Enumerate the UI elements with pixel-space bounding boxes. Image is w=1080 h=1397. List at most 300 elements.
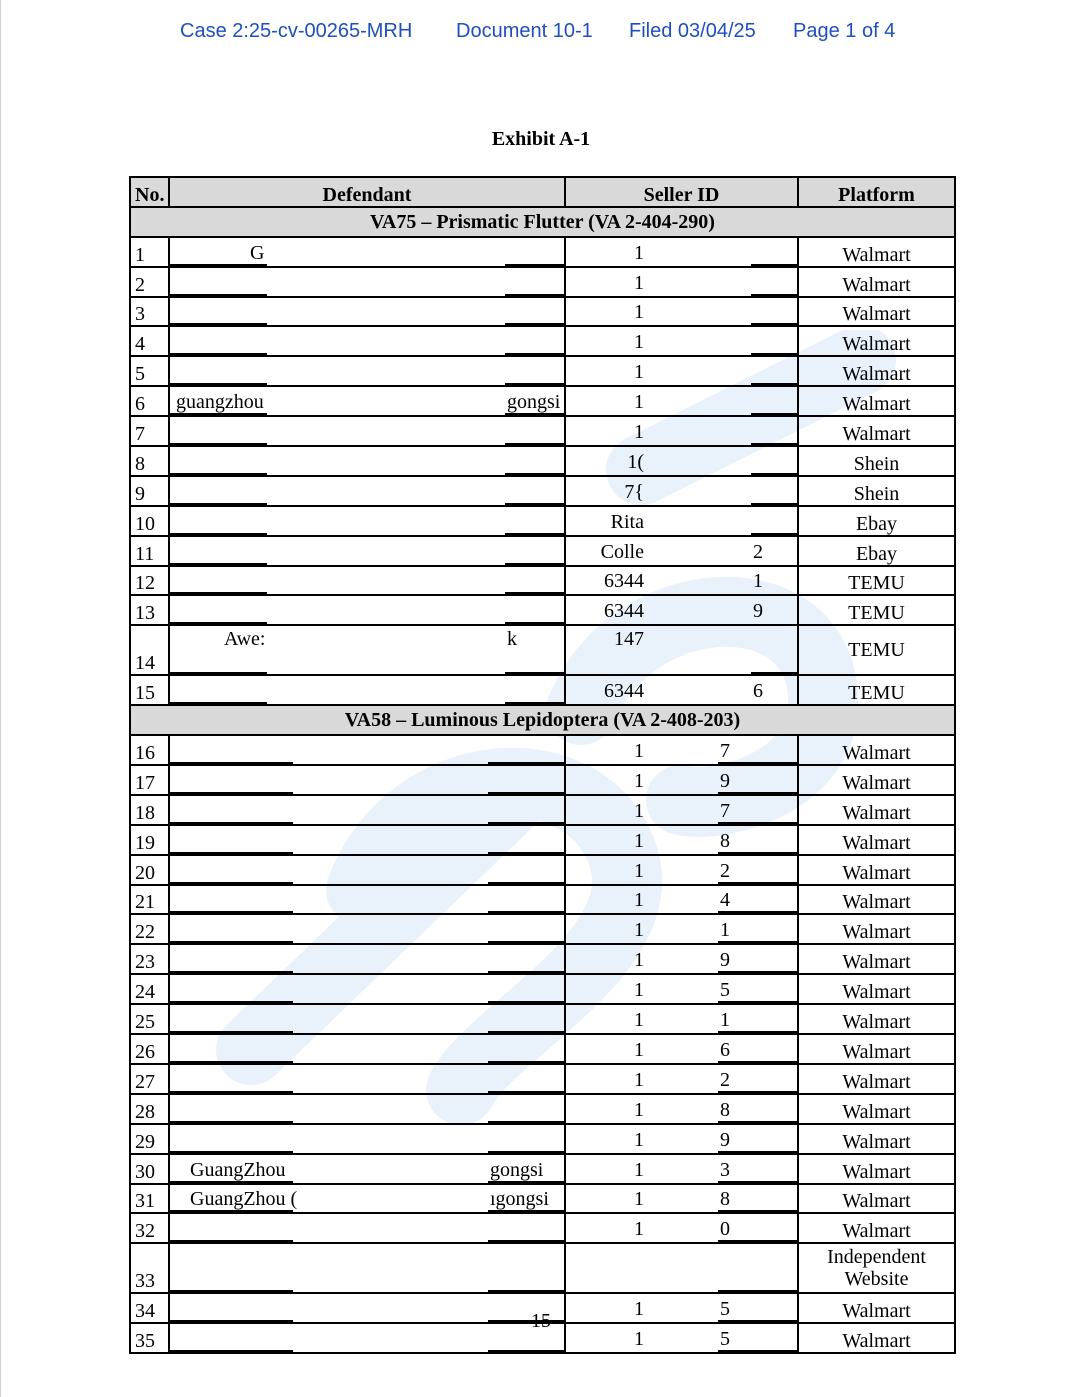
redaction-underline-left (170, 264, 267, 266)
row-number: 33 (130, 1243, 169, 1293)
seller-id-fragment-left: 1 (634, 949, 644, 972)
section-header-row (130, 705, 955, 735)
table-row (130, 1124, 955, 1154)
defendant-cell (169, 974, 565, 1004)
platform-cell: Ebay (798, 536, 955, 566)
redaction-underline-right (718, 1031, 797, 1033)
table-row (130, 825, 955, 855)
seller-id-cell (565, 566, 798, 596)
seller-id-cell (565, 386, 798, 416)
seller-id-fragment-right: 4 (720, 889, 730, 912)
defendant-cell (169, 595, 565, 625)
row-number: 27 (130, 1064, 169, 1094)
section-header-row (130, 207, 955, 237)
row-number: 20 (130, 855, 169, 885)
redaction-underline-left (170, 443, 267, 445)
defendant-cell (169, 914, 565, 944)
platform-cell: Walmart (798, 326, 955, 356)
case-number: Case 2:25-cv-00265-MRH (180, 20, 413, 42)
seller-id-fragment-left: 1 (634, 271, 644, 294)
redaction-underline-right (751, 473, 797, 475)
platform-cell: Walmart (798, 1004, 955, 1034)
redaction-underline-right (718, 1091, 797, 1093)
defendant-cell (169, 536, 565, 566)
platform-cell: Walmart (798, 1154, 955, 1184)
row-number: 30 (130, 1154, 169, 1184)
redaction-underline-left (170, 971, 293, 973)
seller-id-fragment-right: 5 (720, 1298, 730, 1321)
redaction-underline-right (488, 822, 564, 824)
seller-id-cell (565, 356, 798, 386)
row-number: 18 (130, 795, 169, 825)
redaction-underline-right (505, 592, 564, 594)
table-row (130, 297, 955, 327)
seller-id-fragment-left: 1 (634, 1218, 644, 1241)
section-label: VA75 – Prismatic Flutter (VA 2-404-290) (130, 207, 955, 237)
redaction-underline-right (718, 941, 797, 943)
row-number: 32 (130, 1213, 169, 1243)
redaction-underline-right (505, 294, 564, 296)
redaction-underline-right (505, 264, 564, 266)
redaction-underline-right (751, 353, 797, 355)
row-number: 9 (130, 476, 169, 506)
seller-id-fragment-left: 1 (634, 979, 644, 1002)
row-number: 26 (130, 1034, 169, 1064)
defendant-cell (169, 795, 565, 825)
redaction-underline-left (170, 1240, 293, 1242)
seller-id-cell (565, 825, 798, 855)
redaction-underline-right (718, 1151, 797, 1153)
table-row (130, 1213, 955, 1243)
redaction-underline-right (488, 1350, 564, 1352)
redaction-underline-right (751, 294, 797, 296)
defendant-cell (169, 885, 565, 915)
row-number: 28 (130, 1094, 169, 1124)
seller-id-cell (565, 446, 798, 476)
platform-cell: Walmart (798, 1124, 955, 1154)
redaction-underline-left (170, 1091, 293, 1093)
redaction-underline-right (751, 264, 797, 266)
seller-id-cell (565, 267, 798, 297)
platform-cell: Walmart (798, 1213, 955, 1243)
row-number: 24 (130, 974, 169, 1004)
redaction-underline-right (718, 1210, 797, 1212)
seller-id-cell (565, 1004, 798, 1034)
page-indicator: Page 1 of 4 (793, 20, 896, 42)
redaction-underline-right (718, 1121, 797, 1123)
table-row (130, 765, 955, 795)
seller-id-cell (565, 416, 798, 446)
column-header-seller-id: Seller ID (565, 177, 798, 207)
row-number: 1 (130, 237, 169, 267)
seller-id-fragment-right: 5 (720, 979, 730, 1002)
redaction-underline-right (488, 1061, 564, 1063)
seller-id-fragment-left: 1 (634, 1128, 644, 1151)
row-number: 15 (130, 675, 169, 705)
defendant-cell (169, 267, 565, 297)
seller-id-fragment-left: 1 (634, 1188, 644, 1211)
redaction-underline-right (505, 672, 564, 674)
document-number: Document 10-1 (456, 20, 593, 42)
redaction-underline-right (488, 1151, 564, 1153)
redaction-underline-left (170, 1350, 293, 1352)
defendant-cell (169, 675, 565, 705)
redaction-underline-left (170, 792, 293, 794)
redaction-underline-left (170, 672, 267, 674)
redaction-underline-right (488, 911, 564, 913)
seller-id-cell (565, 1064, 798, 1094)
seller-id-cell (565, 476, 798, 506)
table-row (130, 1034, 955, 1064)
seller-id-cell (565, 1094, 798, 1124)
redaction-underline-right (488, 1290, 564, 1292)
platform-cell: Walmart (798, 1064, 955, 1094)
defendant-name-fragment-left: guangzhou (176, 391, 264, 414)
table-header-row (130, 177, 955, 207)
redaction-underline-left (170, 323, 267, 325)
seller-id-fragment-right: 1 (720, 919, 730, 942)
redaction-underline-left (170, 622, 267, 624)
defendant-cell (169, 326, 565, 356)
row-number: 14 (130, 625, 169, 675)
redaction-underline-left (170, 503, 267, 505)
redaction-underline-right (505, 622, 564, 624)
platform-cell: Shein (798, 476, 955, 506)
page-number: 15 (531, 1310, 551, 1332)
seller-id-fragment-left: 1 (634, 241, 644, 264)
redaction-underline-right (751, 323, 797, 325)
table-row (130, 1243, 955, 1293)
table-row (130, 885, 955, 915)
platform-cell: Walmart (798, 237, 955, 267)
platform-cell: Walmart (798, 1034, 955, 1064)
seller-id-fragment-left: 6344 (604, 600, 644, 623)
platform-cell: TEMU (798, 625, 955, 675)
seller-id-fragment-left: 1 (634, 361, 644, 384)
defendant-cell (169, 765, 565, 795)
seller-id-cell (565, 944, 798, 974)
seller-id-cell (565, 675, 798, 705)
seller-id-fragment-right: 6 (753, 680, 763, 703)
row-number: 8 (130, 446, 169, 476)
seller-id-cell (565, 297, 798, 327)
seller-id-cell (565, 1124, 798, 1154)
seller-id-fragment-right: 1 (753, 570, 763, 593)
table-row (130, 675, 955, 705)
redaction-underline-right (488, 971, 564, 973)
seller-id-fragment-right: 9 (720, 949, 730, 972)
seller-id-cell (565, 1184, 798, 1214)
defendant-cell (169, 446, 565, 476)
row-number: 6 (130, 386, 169, 416)
seller-id-cell (565, 885, 798, 915)
seller-id-fragment-left: 1 (634, 391, 644, 414)
table-row (130, 416, 955, 446)
redaction-underline-right (488, 1181, 564, 1183)
redaction-underline-left (170, 822, 293, 824)
platform-cell: Walmart (798, 944, 955, 974)
row-number: 10 (130, 506, 169, 536)
table-body (130, 207, 955, 1353)
table-row (130, 356, 955, 386)
platform-cell: Independent Website (798, 1243, 955, 1293)
row-number: 5 (130, 356, 169, 386)
redaction-underline-left (170, 353, 267, 355)
table-row (130, 536, 955, 566)
seller-id-fragment-right: 2 (720, 859, 730, 882)
seller-id-fragment-right: 7 (720, 799, 730, 822)
defendant-cell (169, 1004, 565, 1034)
seller-id-cell (565, 237, 798, 267)
table-row (130, 914, 955, 944)
redaction-underline-right (718, 1240, 797, 1242)
row-number: 17 (130, 765, 169, 795)
platform-cell: Walmart (798, 914, 955, 944)
seller-id-cell (565, 1154, 798, 1184)
defendants-table (129, 176, 956, 1354)
seller-id-cell (565, 1243, 798, 1293)
table-row (130, 855, 955, 885)
seller-id-fragment-left: 6344 (604, 680, 644, 703)
redaction-underline-left (170, 882, 293, 884)
platform-cell: Walmart (798, 765, 955, 795)
platform-cell: Walmart (798, 1323, 955, 1353)
redaction-underline-right (488, 1001, 564, 1003)
redaction-underline-right (488, 852, 564, 854)
redaction-underline-left (170, 563, 267, 565)
defendant-name-fragment-left: GuangZhou ( (190, 1188, 298, 1211)
seller-id-fragment-left: 1 (634, 1328, 644, 1351)
row-number: 4 (130, 326, 169, 356)
table-row (130, 974, 955, 1004)
redaction-underline-left (170, 1031, 293, 1033)
redaction-underline-left (170, 294, 267, 296)
platform-cell: Walmart (798, 795, 955, 825)
table-row (130, 566, 955, 596)
row-number: 12 (130, 566, 169, 596)
platform-cell: Walmart (798, 356, 955, 386)
redaction-underline-right (751, 443, 797, 445)
defendant-cell (169, 506, 565, 536)
seller-id-cell (565, 1213, 798, 1243)
seller-id-cell (565, 765, 798, 795)
defendant-cell (169, 1243, 565, 1293)
seller-id-cell (565, 855, 798, 885)
seller-id-fragment-right: 2 (753, 540, 763, 563)
row-number: 34 (130, 1293, 169, 1323)
defendant-cell (169, 944, 565, 974)
defendant-name-fragment-right: k (507, 628, 517, 651)
platform-cell: TEMU (798, 675, 955, 705)
seller-id-fragment-right: 7 (720, 740, 730, 763)
table-row (130, 476, 955, 506)
platform-cell: Walmart (798, 855, 955, 885)
table-row (130, 1094, 955, 1124)
redaction-underline-right (505, 702, 564, 704)
redaction-underline-left (170, 1151, 293, 1153)
redaction-underline-right (751, 503, 797, 505)
seller-id-fragment-left: Colle (600, 540, 644, 563)
redaction-underline-right (718, 1181, 797, 1183)
seller-id-cell (565, 506, 798, 536)
redaction-underline-right (488, 1240, 564, 1242)
seller-id-cell (565, 1034, 798, 1064)
platform-cell: Walmart (798, 267, 955, 297)
seller-id-cell (565, 326, 798, 356)
seller-id-fragment-right: 3 (720, 1158, 730, 1181)
seller-id-cell (565, 974, 798, 1004)
redaction-underline-right (505, 443, 564, 445)
seller-id-fragment-left: 1 (634, 769, 644, 792)
redaction-underline-left (170, 592, 267, 594)
row-number: 16 (130, 735, 169, 765)
redaction-underline-right (488, 1210, 564, 1212)
row-number: 23 (130, 944, 169, 974)
seller-id-fragment-right: 9 (720, 769, 730, 792)
defendant-cell (169, 1034, 565, 1064)
redaction-underline-left (170, 473, 267, 475)
seller-id-fragment-right: 9 (720, 1128, 730, 1151)
table-row (130, 237, 955, 267)
redaction-underline-right (488, 1091, 564, 1093)
redaction-underline-right (505, 503, 564, 505)
table-row (130, 1154, 955, 1184)
table-row (130, 795, 955, 825)
redaction-underline-left (170, 413, 267, 415)
redaction-underline-right (751, 413, 797, 415)
defendant-name-fragment-right: gongsi (490, 1158, 544, 1181)
platform-cell: Walmart (798, 825, 955, 855)
defendant-cell (169, 1124, 565, 1154)
redaction-underline-left (170, 1121, 293, 1123)
seller-id-fragment-right: 6 (720, 1038, 730, 1061)
defendant-cell (169, 386, 565, 416)
redaction-underline-right (505, 473, 564, 475)
redaction-underline-right (488, 1121, 564, 1123)
redaction-underline-right (488, 941, 564, 943)
redaction-underline-right (488, 882, 564, 884)
seller-id-fragment-left: 1 (634, 829, 644, 852)
redaction-underline-right (718, 1290, 797, 1292)
defendant-name-fragment-left: Awe: (224, 628, 266, 651)
row-number: 29 (130, 1124, 169, 1154)
row-number: 19 (130, 825, 169, 855)
platform-cell: Ebay (798, 506, 955, 536)
row-number: 22 (130, 914, 169, 944)
redaction-underline-right (718, 971, 797, 973)
seller-id-fragment-left: 1 (634, 859, 644, 882)
platform-cell: Shein (798, 446, 955, 476)
seller-id-cell (565, 536, 798, 566)
defendant-cell (169, 825, 565, 855)
seller-id-fragment-left: 1 (634, 1009, 644, 1032)
table-row (130, 446, 955, 476)
redaction-underline-right (718, 762, 797, 764)
redaction-underline-right (751, 672, 797, 674)
platform-cell: Walmart (798, 297, 955, 327)
seller-id-fragment-left: 1 (634, 1038, 644, 1061)
table-row (130, 506, 955, 536)
seller-id-fragment-right: 8 (720, 1188, 730, 1211)
redaction-underline-left (170, 911, 293, 913)
redaction-underline-right (718, 1061, 797, 1063)
redaction-underline-right (505, 413, 564, 415)
redaction-underline-right (718, 882, 797, 884)
row-number: 11 (130, 536, 169, 566)
redaction-underline-right (505, 533, 564, 535)
row-number: 21 (130, 885, 169, 915)
defendant-cell (169, 625, 565, 675)
seller-id-fragment-left: 1 (634, 331, 644, 354)
table-row (130, 1184, 955, 1214)
table-row (130, 944, 955, 974)
redaction-underline-left (170, 1061, 293, 1063)
seller-id-fragment-right: 8 (720, 1098, 730, 1121)
seller-id-cell (565, 735, 798, 765)
seller-id-fragment-left: 1 (634, 799, 644, 822)
defendant-cell (169, 1184, 565, 1214)
seller-id-cell (565, 595, 798, 625)
defendant-cell (169, 237, 565, 267)
platform-cell: Walmart (798, 386, 955, 416)
table-row (130, 326, 955, 356)
redaction-underline-left (170, 762, 293, 764)
defendant-cell (169, 297, 565, 327)
table-row (130, 267, 955, 297)
row-number: 2 (130, 267, 169, 297)
row-number: 13 (130, 595, 169, 625)
seller-id-fragment-left: 1( (627, 450, 644, 473)
redaction-underline-left (170, 383, 267, 385)
column-header-platform: Platform (798, 177, 955, 207)
defendant-name-fragment-right: gongsi (507, 391, 561, 414)
seller-id-fragment-left: 1 (634, 889, 644, 912)
row-number: 31 (130, 1184, 169, 1214)
redaction-underline-right (505, 353, 564, 355)
redaction-underline-right (505, 323, 564, 325)
redaction-underline-right (505, 383, 564, 385)
seller-id-fragment-left: 6344 (604, 570, 644, 593)
redaction-underline-right (505, 563, 564, 565)
seller-id-fragment-left: 1 (634, 421, 644, 444)
seller-id-fragment-right: 2 (720, 1068, 730, 1091)
seller-id-fragment-right: 5 (720, 1328, 730, 1351)
row-number: 3 (130, 297, 169, 327)
column-header-defendant: Defendant (169, 177, 565, 207)
defendant-cell (169, 416, 565, 446)
redaction-underline-left (170, 852, 293, 854)
platform-cell: Walmart (798, 885, 955, 915)
platform-cell: Walmart (798, 735, 955, 765)
seller-id-fragment-right: 8 (720, 829, 730, 852)
seller-id-fragment-right: 1 (720, 1009, 730, 1032)
seller-id-cell (565, 914, 798, 944)
seller-id-fragment-left: 1 (634, 1158, 644, 1181)
redaction-underline-right (718, 852, 797, 854)
seller-id-fragment-left: 147 (614, 628, 644, 651)
redaction-underline-right (488, 792, 564, 794)
section-label: VA58 – Luminous Lepidoptera (VA 2-408-203) (130, 705, 955, 735)
defendant-cell (169, 1154, 565, 1184)
row-number: 25 (130, 1004, 169, 1034)
table-row (130, 386, 955, 416)
redaction-underline-right (488, 762, 564, 764)
platform-cell: Walmart (798, 1293, 955, 1323)
seller-id-fragment-left: 1 (634, 740, 644, 763)
seller-id-fragment-left: 1 (634, 919, 644, 942)
column-header-no: No. (130, 177, 169, 207)
defendant-cell (169, 855, 565, 885)
